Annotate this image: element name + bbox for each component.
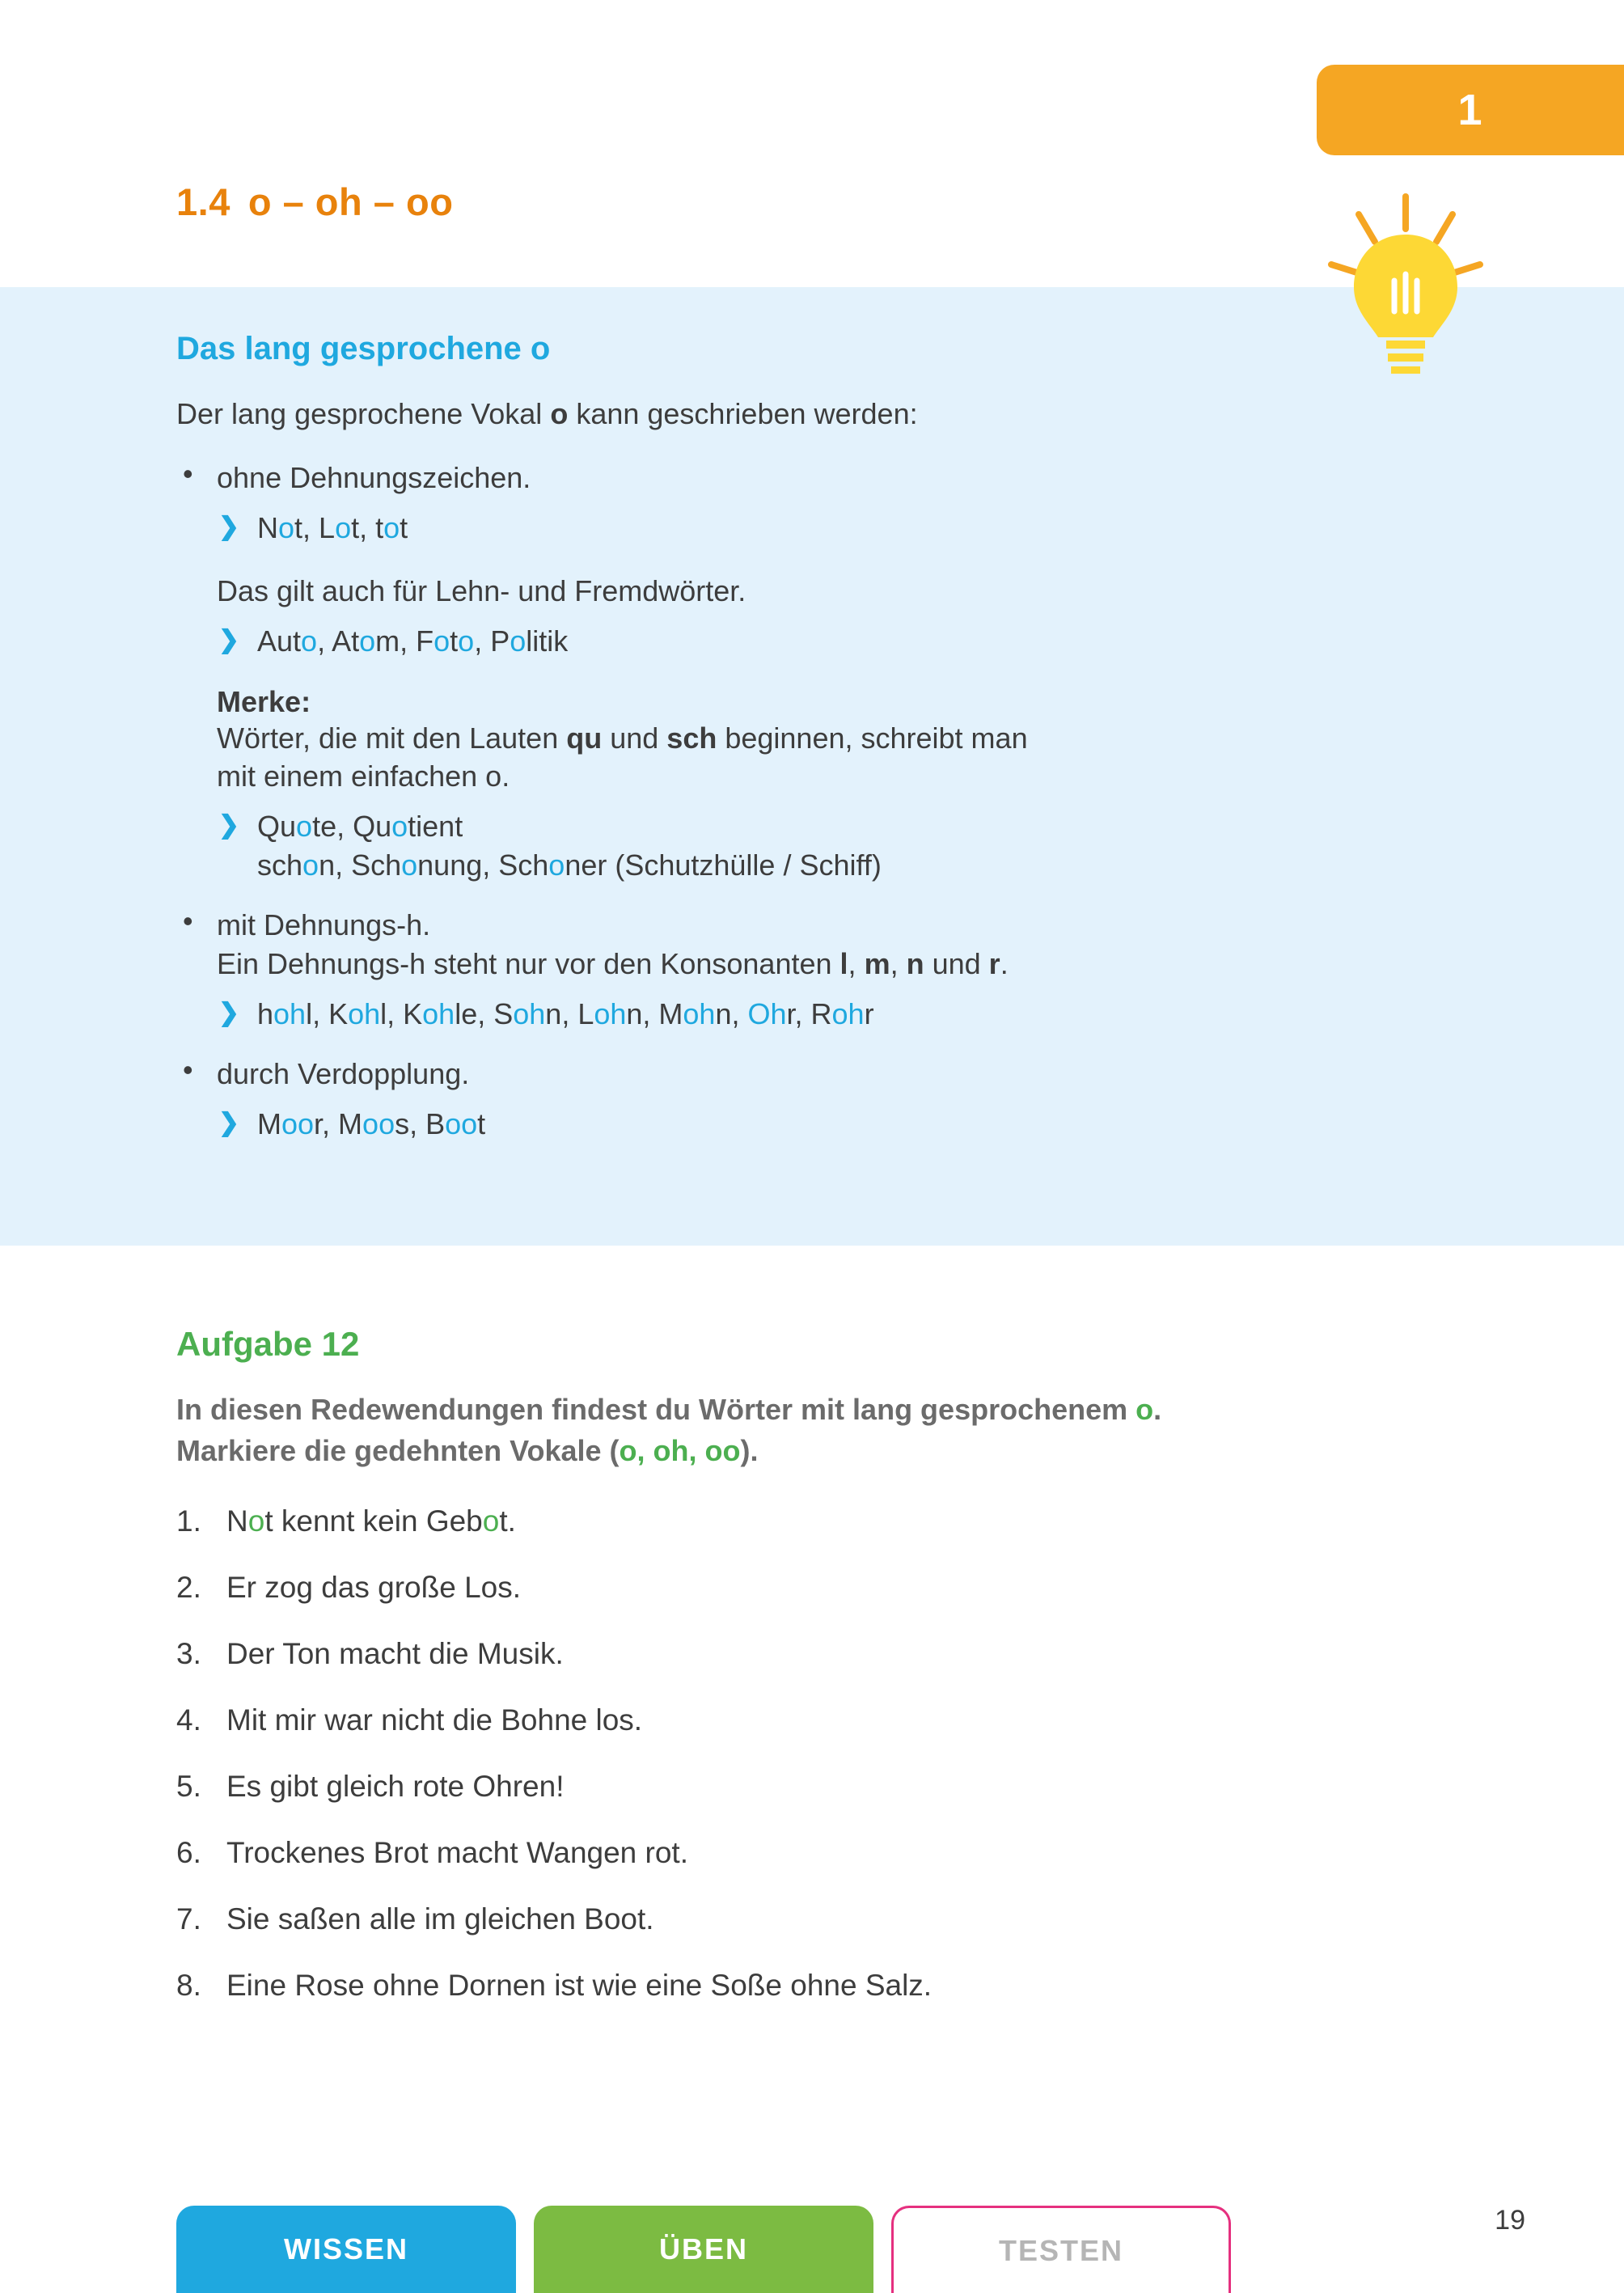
consonant-n: n (906, 946, 924, 980)
list-item[interactable]: Trockenes Brot macht Wangen rot. (226, 1836, 688, 1869)
example-line-oo: ❯ Moor, Moos, Boot (217, 1105, 1349, 1144)
tab-testen[interactable]: TESTEN (891, 2206, 1231, 2293)
merke-part: beginnen, schreibt man (717, 721, 1028, 755)
rule-text: • durch Verdopplung. (217, 1056, 470, 1090)
intro-text-a: Der lang gesprochene Vokal (176, 397, 551, 430)
list-item[interactable]: Der Ton macht die Musik. (226, 1637, 564, 1670)
list-item[interactable]: Sie saßen alle im gleichen Boot. (226, 1902, 654, 1936)
example-line-loanwords: ❯ Auto, Atom, Foto, Politik (217, 622, 1349, 661)
page-number: 19 (1495, 2205, 1525, 2236)
list-item[interactable]: Eine Rose ohne Dornen ist wie eine Soße ohne Salz. (226, 1969, 933, 2002)
merke-qu: qu (566, 721, 603, 755)
example-vowel: o (383, 510, 400, 544)
exercise-instruction (176, 1389, 1389, 1471)
rule-note-part: und (924, 946, 989, 980)
knowledge-box (0, 287, 1624, 1246)
intro-text-b: kann geschrieben werden: (568, 397, 918, 430)
section-number: 1.4 (176, 180, 230, 223)
consonant-m: m (864, 946, 890, 980)
intro-vowel: o (550, 397, 569, 430)
merke-part: Wörter, die mit den Lauten (217, 721, 567, 755)
merke-label: Merke: (217, 684, 311, 718)
instruction-part: . (1153, 1393, 1162, 1426)
rule-item-dehnungs-h (176, 906, 1349, 1034)
rule-note-part: Ein Dehnungs-h steht nur vor den Konsonanten (217, 946, 840, 980)
example-part: t, L (294, 510, 336, 544)
merke-sch: sch (666, 721, 717, 755)
example-line-schon: schon, Schonung, Schoner (Schutzhülle / Schiff) (257, 848, 882, 882)
example-part: N (257, 510, 278, 544)
consonant-l: l (839, 946, 848, 980)
chapter-tab (1317, 65, 1624, 155)
example-line-quote: ❯ Quote, Quotient (217, 807, 1349, 846)
tab-ueben[interactable]: ÜBEN (534, 2206, 873, 2293)
merke-text (217, 719, 1349, 758)
list-item[interactable]: Es gibt gleich rote Ohren! (226, 1770, 565, 1803)
instruction-vowels: o, oh, oo (619, 1434, 741, 1468)
example-vowel: o (278, 510, 295, 544)
rule-text: • ohne Dehnungszeichen. (217, 461, 531, 494)
knowledge-intro (176, 397, 1349, 431)
lightbulb-icon (1317, 190, 1495, 400)
merke-text-2: mit einem einfachen o. (217, 759, 510, 793)
example-vowel: o (335, 510, 352, 544)
section-title: o – oh – oo (247, 180, 454, 223)
instruction-part: Markiere die gedehnten Vokale ( (176, 1434, 620, 1468)
example-part: t, t (351, 510, 384, 544)
exercise-title: Aufgabe 12 (176, 1325, 360, 1363)
tab-wissen[interactable]: WISSEN (176, 2206, 516, 2293)
knowledge-box-title: Das lang gesprochene o (176, 331, 551, 366)
rules-list (176, 459, 1349, 1143)
instruction-vowel: o (1136, 1393, 1154, 1426)
chapter-number: 1 (1457, 86, 1483, 134)
merke-part: und (602, 721, 667, 755)
list-item[interactable]: Er zog das große Los. (226, 1571, 522, 1604)
rule-item-no-marker (176, 459, 1349, 885)
rule-text: • mit Dehnungs-h. (217, 908, 431, 941)
instruction-part: ). (740, 1434, 759, 1468)
list-item[interactable]: Not kennt kein Gebot. (226, 1504, 516, 1538)
consonant-r: r (988, 946, 1000, 980)
example-line-oh: ❯ hohl, Kohl, Kohle, Sohn, Lohn, Mohn, Ohr, Rohr (217, 995, 1349, 1034)
rule-note: Ein Dehnungs-h steht nur vor den Konsonanten l, m, n und r. (217, 946, 1009, 980)
exercise-sentence-list (176, 1504, 1389, 2035)
example-line (217, 509, 1349, 548)
loanword-note: Das gilt auch für Lehn- und Fremdwörter. (217, 573, 746, 607)
rule-item-doubling (176, 1055, 1349, 1144)
bottom-navigation (176, 2206, 1231, 2293)
page-title (176, 180, 453, 224)
example-part: t (400, 510, 408, 544)
instruction-part: In diesen Redewendungen findest du Wörter mit lang gesprochenem (176, 1393, 1136, 1426)
list-item[interactable]: Mit mir war nicht die Bohne los. (226, 1703, 643, 1737)
